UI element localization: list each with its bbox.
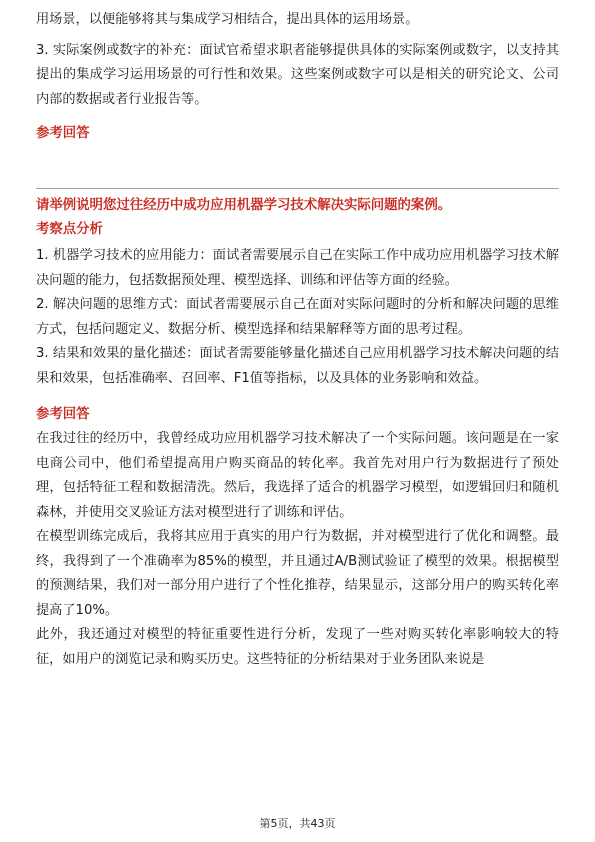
document-page bbox=[36, 0, 559, 672]
section-heading-answer: 参考回答 bbox=[36, 126, 90, 141]
list-item: 3. 结果和效果的量化描述：面试者需要能够量化描述自己应用机器学习技术解决问题的结果和效果，包括准确率、召回率、F1值等指标，以及具体的业务影响和效益。 bbox=[36, 346, 559, 386]
page-number: 第5页，共43页 bbox=[259, 817, 336, 830]
list-item: 2. 解决问题的思维方式：面试者需要展示自己在面对实际问题时的分析和解决问题的思维方式，包括问题定义、数据分析、模型选择和结果解释等方面的思考过程。 bbox=[36, 297, 559, 337]
paragraph-continuation: 用场景，以便能够将其与集成学习相结合，提出具体的运用场景。 bbox=[36, 12, 419, 27]
question-title: 请举例说明您过往经历中成功应用机器学习技术解决实际问题的案例。 bbox=[36, 198, 452, 213]
section-heading-answer: 参考回答 bbox=[36, 407, 90, 422]
list-item: 3. 实际案例或数字的补充：面试官希望求职者能够提供具体的实际案例或数字，以支持其提出的集成学习运用场景的可行性和效果。这些案例或数字可以是相关的研究论文、公司内部的数据或者行业报告等。 bbox=[36, 42, 559, 107]
answer-paragraph: 在模型训练完成后，我将其应用于真实的用户行为数据，并对模型进行了优化和调整。最终，我得到了一个准确率为85%的模型，并且通过A/B测试验证了模型的效果。根据模型的预测结果，我们对一部分用户进行了个性化推荐，结果显示，这部分用户的购买转化率提高了10%。 bbox=[36, 529, 559, 618]
section-heading-analysis: 考察点分析 bbox=[36, 222, 103, 237]
answer-paragraph: 在我过往的经历中，我曾经成功应用机器学习技术解决了一个实际问题。该问题是在一家电商公司中，他们希望提高用户购买商品的转化率。我首先对用户行为数据进行了预处理，包括特征工程和数据清洗。然后，我选择了适合的机器学习模型，如逻辑回归和随机森林，并使用交叉验证方法对模型进行了训练和评估。 bbox=[36, 431, 559, 520]
answer-paragraph: 此外，我还通过对模型的特征重要性进行分析，发现了一些对购买转化率影响较大的特征，如用户的浏览记录和购买历史。这些特征的分析结果对于业务团队来说是 bbox=[36, 627, 559, 667]
list-item: 1. 机器学习技术的应用能力：面试者需要展示自己在实际工作中成功应用机器学习技术解决问题的能力，包括数据预处理、模型选择、训练和评估等方面的经验。 bbox=[36, 248, 559, 288]
